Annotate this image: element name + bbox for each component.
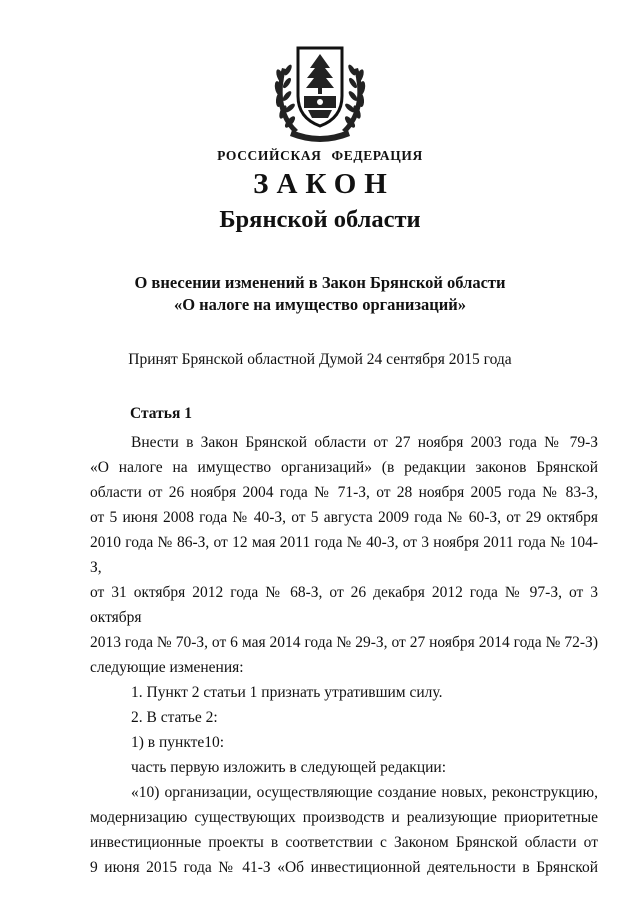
body-line: 9 июня 2015 года № 41-З «Об инвестиционной деятельности в Брянской	[90, 859, 598, 876]
body-line: 1. Пункт 2 статьи 1 признать утратившим силу.	[131, 684, 443, 701]
article-title: Статья 1	[130, 405, 192, 422]
body-line: от 5 июня 2008 года № 40-З, от 5 августа 2009 года № 60-З, от 29 октября	[90, 509, 598, 526]
law-title-line: «О налоге на имущество организаций»	[173, 295, 467, 314]
region-name: Брянской области	[219, 206, 421, 233]
body-line: 2013 года № 70-З, от 6 мая 2014 года № 29-З, от 27 ноября 2014 года № 72-З)	[90, 634, 598, 651]
body-line: 1) в пункте10:	[131, 734, 225, 751]
body-line: модернизацию существующих производств и реализующие приоритетные	[90, 809, 598, 826]
body-line: «О налоге на имущество организаций» (в редакции законов Брянской	[90, 459, 598, 476]
body-line: часть первую изложить в следующей редакции:	[131, 759, 447, 776]
law-title-line: О внесении изменений в Закон Брянской области	[134, 273, 506, 292]
body-line: от 31 октября 2012 года № 68-З, от 26 декабря 2012 года № 97-З, от 3 октября	[90, 584, 598, 626]
body-line: области от 26 ноября 2004 года № 71-З, от 28 ноября 2005 года № 83-З,	[90, 484, 598, 501]
body-line: следующие изменения:	[90, 659, 244, 676]
adoption-note: Принят Брянской областной Думой 24 сентября 2015 года	[128, 351, 512, 368]
document-type: ЗАКОН	[253, 168, 395, 200]
body-line: инвестиционные проекты в соответствии с Законом Брянской области от	[90, 834, 598, 851]
body-line: 2. В статье 2:	[131, 709, 218, 726]
article-body	[90, 430, 598, 880]
country-word: РОССИЙСКАЯ	[217, 148, 322, 163]
law-title	[0, 272, 640, 316]
country-name	[0, 148, 640, 164]
body-line: Внести в Закон Брянской области от 27 ноября 2003 года № 79-З	[131, 434, 598, 451]
country-word: ФЕДЕРАЦИЯ	[331, 148, 423, 163]
body-line: «10) организации, осуществляющие создание новых, реконструкцию,	[131, 784, 598, 801]
coat-of-arms-icon	[268, 38, 372, 142]
body-line: 2010 года № 86-З, от 12 мая 2011 года № 40-З, от 3 ноября 2011 года № 104-З,	[90, 534, 598, 576]
